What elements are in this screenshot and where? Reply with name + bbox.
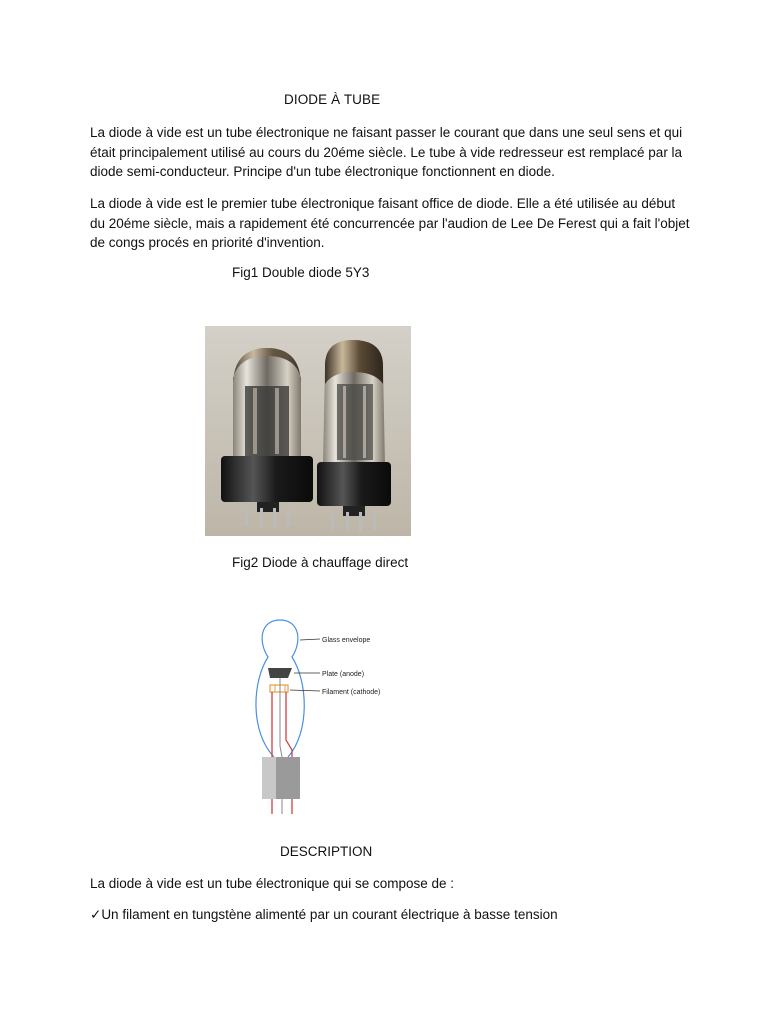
vacuum-tubes-image	[205, 326, 411, 536]
figure2-caption: Fig2 Diode à chauffage direct	[232, 555, 409, 570]
glass-envelope-label: Glass envelope	[322, 637, 371, 644]
bullet-item-filament	[90, 907, 558, 923]
plate-anode-label: Plate (anode)	[322, 671, 365, 678]
paragraph-history: La diode à vide est le premier tube électronique faisant office de diode. Elle a été utilisée au début du 20éme siècle, mais a rapidement été concurrencée par l'audion de Lee De Ferest qui a fait l'objet de congs procés en priorité d'invention.	[90, 196, 690, 250]
figure1-caption: Fig1 Double diode 5Y3	[232, 265, 370, 280]
description-heading: DESCRIPTION	[280, 844, 373, 859]
diode-diagram	[248, 612, 388, 817]
plate-anode-shape	[268, 668, 292, 678]
paragraph-intro: La diode à vide est un tube électronique ne faisant passer le courant que dans une seul sens et qui était principalement utilisé au cours du 20éme siècle. Le tube à vide redresseur est remplacé par la diode semi-conducteur. Principe d'un tube électronique fonctionnent en diode.	[90, 125, 683, 179]
filament-cathode-label: Filament (cathode)	[322, 689, 381, 696]
bullet-text: Un filament en tungstène alimenté par un courant électrique à basse tension	[101, 907, 558, 922]
double-diode-photo	[205, 326, 411, 536]
document-title: DIODE À TUBE	[284, 92, 381, 107]
paragraph-composition: La diode à vide est un tube électronique qui se compose de :	[90, 876, 454, 891]
diode-schematic	[248, 612, 388, 817]
checkmark-icon: ✓	[90, 907, 102, 922]
